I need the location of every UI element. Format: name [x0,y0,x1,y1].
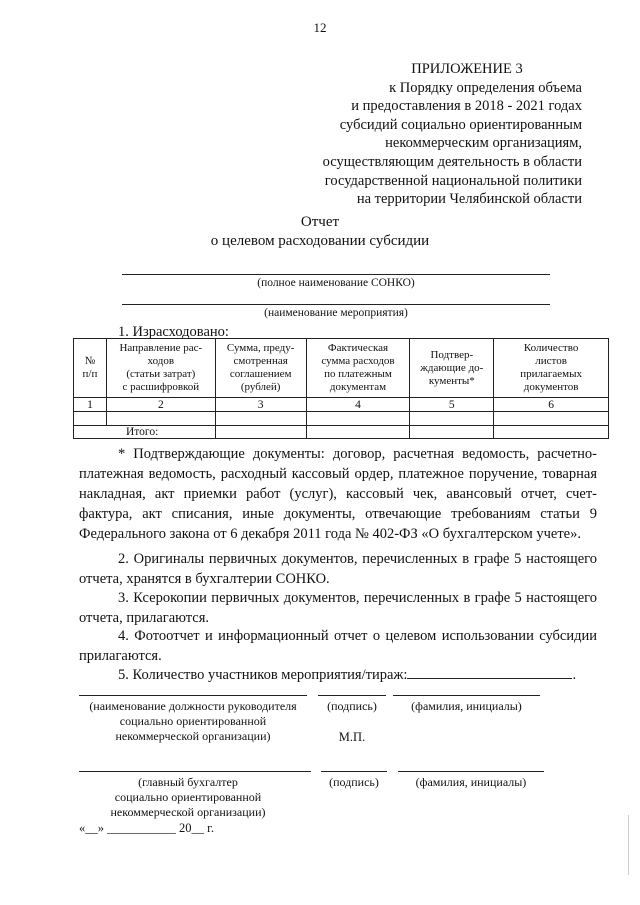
event-name-line[interactable] [122,304,550,305]
scan-edge-mark [628,815,629,875]
table-cell[interactable] [74,412,107,426]
header-cell: Сумма, преду- смотренная соглашением (рублей) [215,339,306,398]
accountant-signature-caption: (подпись) [329,775,379,789]
header-cell: Фактическая сумма расходов по платежным документам [306,339,410,398]
table-cell[interactable] [410,412,494,426]
stamp-place: М.П. [338,730,366,744]
head-position-caption: (наименование должности руководителя социально ориентированной некоммерческой организации) [89,699,297,743]
event-name-caption: (наименование мероприятия) [264,307,408,319]
paragraph-5: 5. Количество участников мероприятия/тираж: . [79,664,597,685]
accountant-caption: (главный бухгалтер социально ориентированной некоммерческой организации) [110,775,266,819]
appendix-block [292,60,582,209]
head-signature-line[interactable] [318,695,386,696]
page-number: 12 [313,20,327,35]
column-number-row [74,398,609,412]
header-cell: Подтвер- ждающие до- кументы* [410,339,494,398]
appendix-line: к Порядку определения объема [389,79,582,96]
appendix-line: и предоставления в 2018 - 2021 годах [351,98,582,115]
paragraph-4: 4. Фотоотчет и информационный отчет о целевом использовании субсидии прилагаются. [79,628,597,664]
table-cell[interactable] [494,412,609,426]
org-name-line[interactable] [122,274,550,275]
appendix-line: государственной национальной политики [324,172,582,189]
report-title [0,213,640,251]
total-label: Итого: [74,426,216,439]
report-title-line2: о целевом расходовании субсидии [210,233,430,249]
expense-table [73,338,609,439]
column-number: 4 [306,398,410,412]
paragraph-2: 2. Оригиналы первичных документов, перечисленных в графе 5 настоящего отчета, хранятся в бухгалтерии СОНКО. [79,551,597,587]
head-signature-caption: (подпись) [327,699,377,713]
total-row [74,426,609,439]
header-cell: Количество листов прилагаемых документов [494,339,609,398]
appendix-line: некоммерческим организациям, [385,135,582,152]
org-name-caption: (полное наименование СОНКО) [257,277,415,289]
date-field[interactable]: «__» ___________ 20__ г. [79,821,214,835]
table-cell[interactable] [106,412,215,426]
column-number: 5 [410,398,494,412]
accountant-line[interactable] [79,771,311,772]
total-cell[interactable] [410,426,494,439]
accountant-signature-line[interactable] [321,771,387,772]
head-position-line[interactable] [79,695,307,696]
participants-field[interactable] [407,664,572,679]
appendix-heading: ПРИЛОЖЕНИЕ 3 [411,61,523,77]
report-title-line1: Отчет [300,214,340,230]
appendix-line: на территории Челябинской области [356,191,582,208]
total-cell[interactable] [215,426,306,439]
table-cell[interactable] [215,412,306,426]
head-name-caption: (фамилия, инициалы) [411,699,522,713]
header-cell: № п/п [74,339,107,398]
header-cell: Направление рас- ходов (статьи затрат) с расшифровкой [106,339,215,398]
head-name-line[interactable] [393,695,540,696]
column-number: 1 [74,398,107,412]
table-header-row [74,339,609,398]
column-number: 2 [106,398,215,412]
column-number: 6 [494,398,609,412]
table-cell[interactable] [306,412,410,426]
total-cell[interactable] [494,426,609,439]
total-cell[interactable] [306,426,410,439]
accountant-name-line[interactable] [398,771,544,772]
documents-footnote: * Подтверждающие документы: договор, расчетная ведомость, расчетно-платежная ведомость, расходный кассовый ордер, платежное поручение, товарная накладная, акт приемки работ (услуг), кассовый чек, авансовый отчет, счет-фактура, акт списания, иные документы, отвечающие требованиям статьи 9 Федерального закона от 6 декабря 2011 года № 402-ФЗ «О бухгалтерском учете». [79,446,597,542]
table-row [74,412,609,426]
section1-label: 1. Израсходовано: [118,324,229,340]
paragraph-3: 3. Ксерокопии первичных документов, перечисленных в графе 5 настоящего отчета, прилагаются. [79,590,597,626]
appendix-line: субсидий социально ориентированным [339,116,582,133]
accountant-name-caption: (фамилия, инициалы) [415,775,527,789]
column-number: 3 [215,398,306,412]
appendix-line: осуществляющим деятельность в области [322,153,582,170]
